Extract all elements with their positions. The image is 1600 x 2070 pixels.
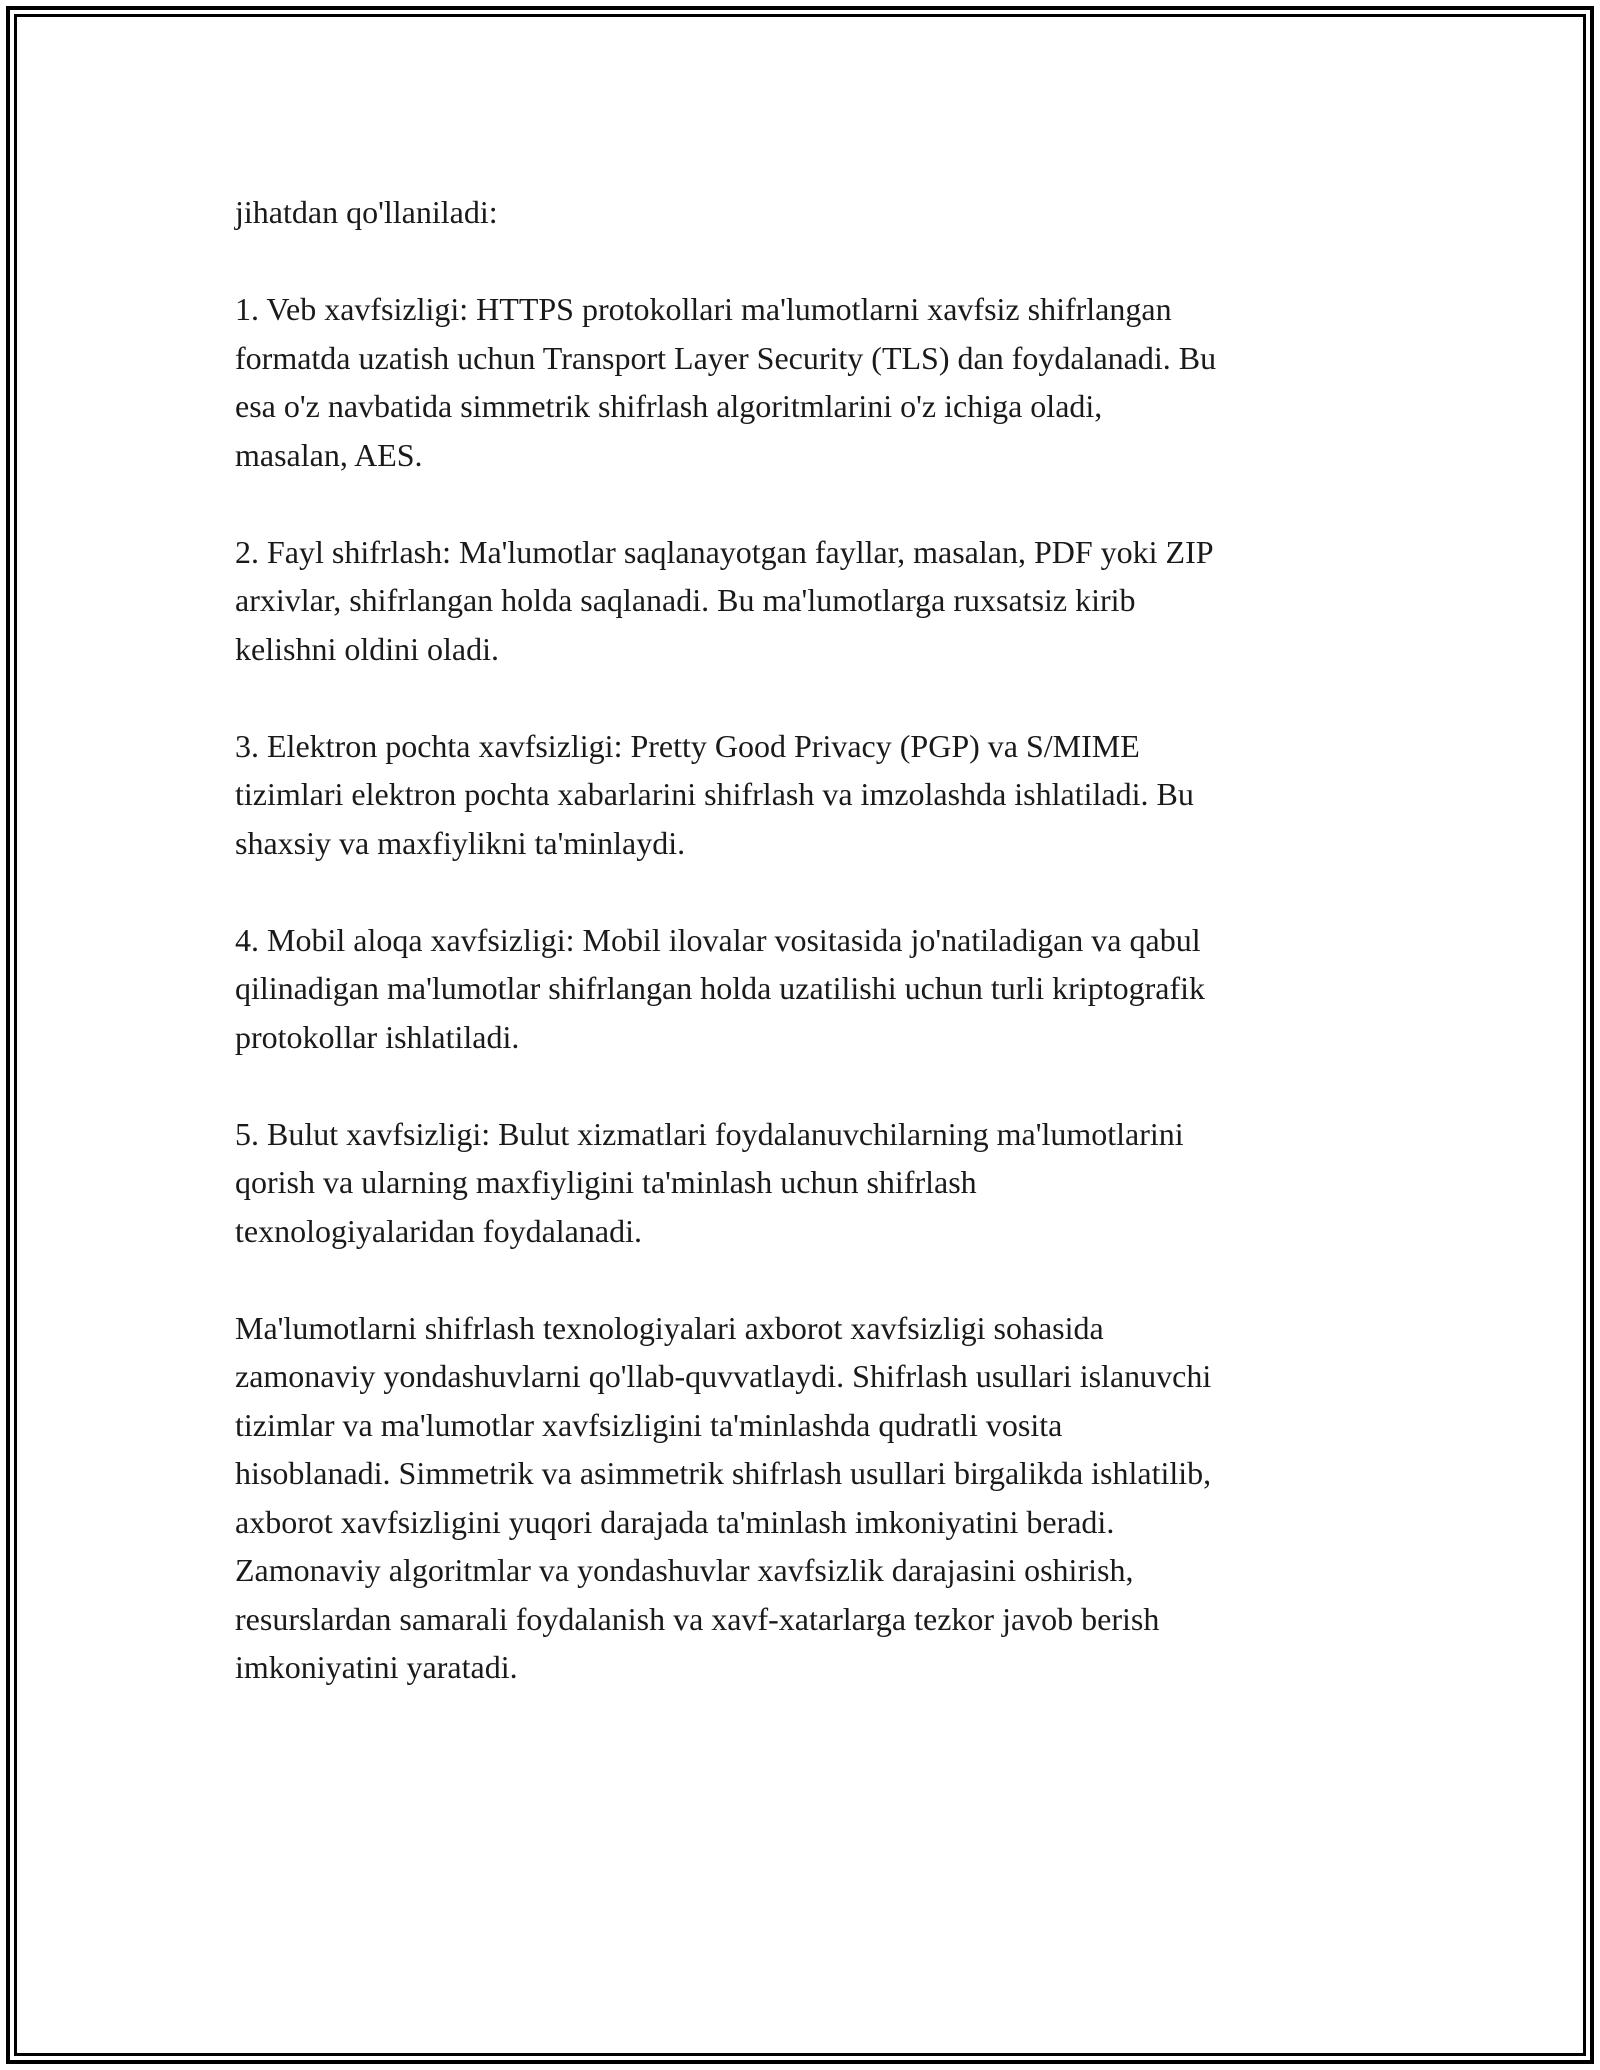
item-number: 4. xyxy=(235,921,259,958)
conclusion-line: hisoblanadi. Simmetrik va asimmetrik shifrlash usullari birgalikda ishlatilib, xyxy=(235,1455,1212,1491)
item-line: qilinadigan ma'lumotlar shifrlangan holda uzatilishi uchun turli kriptografik xyxy=(235,970,1205,1006)
list-item-2 xyxy=(235,528,1375,674)
item-number: 3. xyxy=(235,727,259,764)
conclusion-line: tizimlar va ma'lumotlar xavfsizligini ta'minlashda qudratli vosita xyxy=(235,1406,1063,1443)
conclusion-line: axborot xavfsizligini yuqori darajada ta'minlash imkoniyatini beradi. xyxy=(235,1503,1115,1540)
item-number: 1. xyxy=(235,291,259,327)
list-item-3 xyxy=(235,722,1375,868)
item-line: formatda uzatish uchun Transport Layer Security (TLS) dan foydalanadi. Bu xyxy=(235,339,1217,376)
intro-paragraph xyxy=(235,188,1375,237)
conclusion-line: zamonaviy yondashuvlarni qo'llab-quvvatlaydi. Shifrlash usullari islanuvchi xyxy=(235,1358,1212,1394)
conclusion-line: resurslardan samarali foydalanish va xavf-xatarlarga tezkor javob berish xyxy=(235,1600,1160,1637)
conclusion-paragraph xyxy=(235,1304,1375,1692)
conclusion-line: Zamonaviy algoritmlar va yondashuvlar xavfsizlik darajasini oshirish, xyxy=(235,1552,1134,1588)
list-item-1 xyxy=(235,285,1375,479)
item-line: shaxsiy va maxfiylikni ta'minlaydi. xyxy=(235,824,686,861)
item-line: kelishni oldini oladi. xyxy=(235,630,499,667)
list-item-5 xyxy=(235,1110,1375,1256)
conclusion-line: Ma'lumotlarni shifrlash texnologiyalari axborot xavfsizligi sohasida xyxy=(235,1309,1104,1346)
list-item-4 xyxy=(235,916,1375,1062)
item-line: texnologiyalaridan foydalanadi. xyxy=(235,1212,642,1249)
item-line: Mobil aloqa xavfsizligi: Mobil ilovalar vositasida jo'natiladigan va qabul xyxy=(267,921,1201,958)
item-number: 5. xyxy=(235,1115,259,1152)
item-line: Elektron pochta xavfsizligi: Pretty Good Privacy (PGP) va S/MIME xyxy=(267,727,1140,764)
item-line: Bulut xavfsizligi: Bulut xizmatlari foydalanuvchilarning ma'lumotlarini xyxy=(267,1115,1184,1152)
item-number: 2. xyxy=(235,533,259,570)
item-line: esa o'z navbatida simmetrik shifrlash algoritmlarini o'z ichiga oladi, xyxy=(235,388,1103,424)
conclusion-line: imkoniyatini yaratadi. xyxy=(235,1649,518,1685)
intro-line: jihatdan qo'llaniladi: xyxy=(235,194,498,230)
item-line: arxivlar, shifrlangan holda saqlanadi. Bu ma'lumotlarga ruxsatsiz kirib xyxy=(235,582,1136,618)
item-line: tizimlari elektron pochta xabarlarini shifrlash va imzolashda ishlatiladi. Bu xyxy=(235,776,1194,812)
document-body xyxy=(235,188,1375,1740)
item-line: qorish va ularning maxfiyligini ta'minlash uchun shifrlash xyxy=(235,1164,977,1200)
item-line: protokollar ishlatiladi. xyxy=(235,1018,520,1055)
item-line: Veb xavfsizligi: HTTPS protokollari ma'lumotlarni xavfsiz shifrlangan xyxy=(266,291,1172,327)
item-line: masalan, AES. xyxy=(235,436,423,473)
item-line: Fayl shifrlash: Ma'lumotlar saqlanayotgan fayllar, masalan, PDF yoki ZIP xyxy=(267,533,1214,570)
